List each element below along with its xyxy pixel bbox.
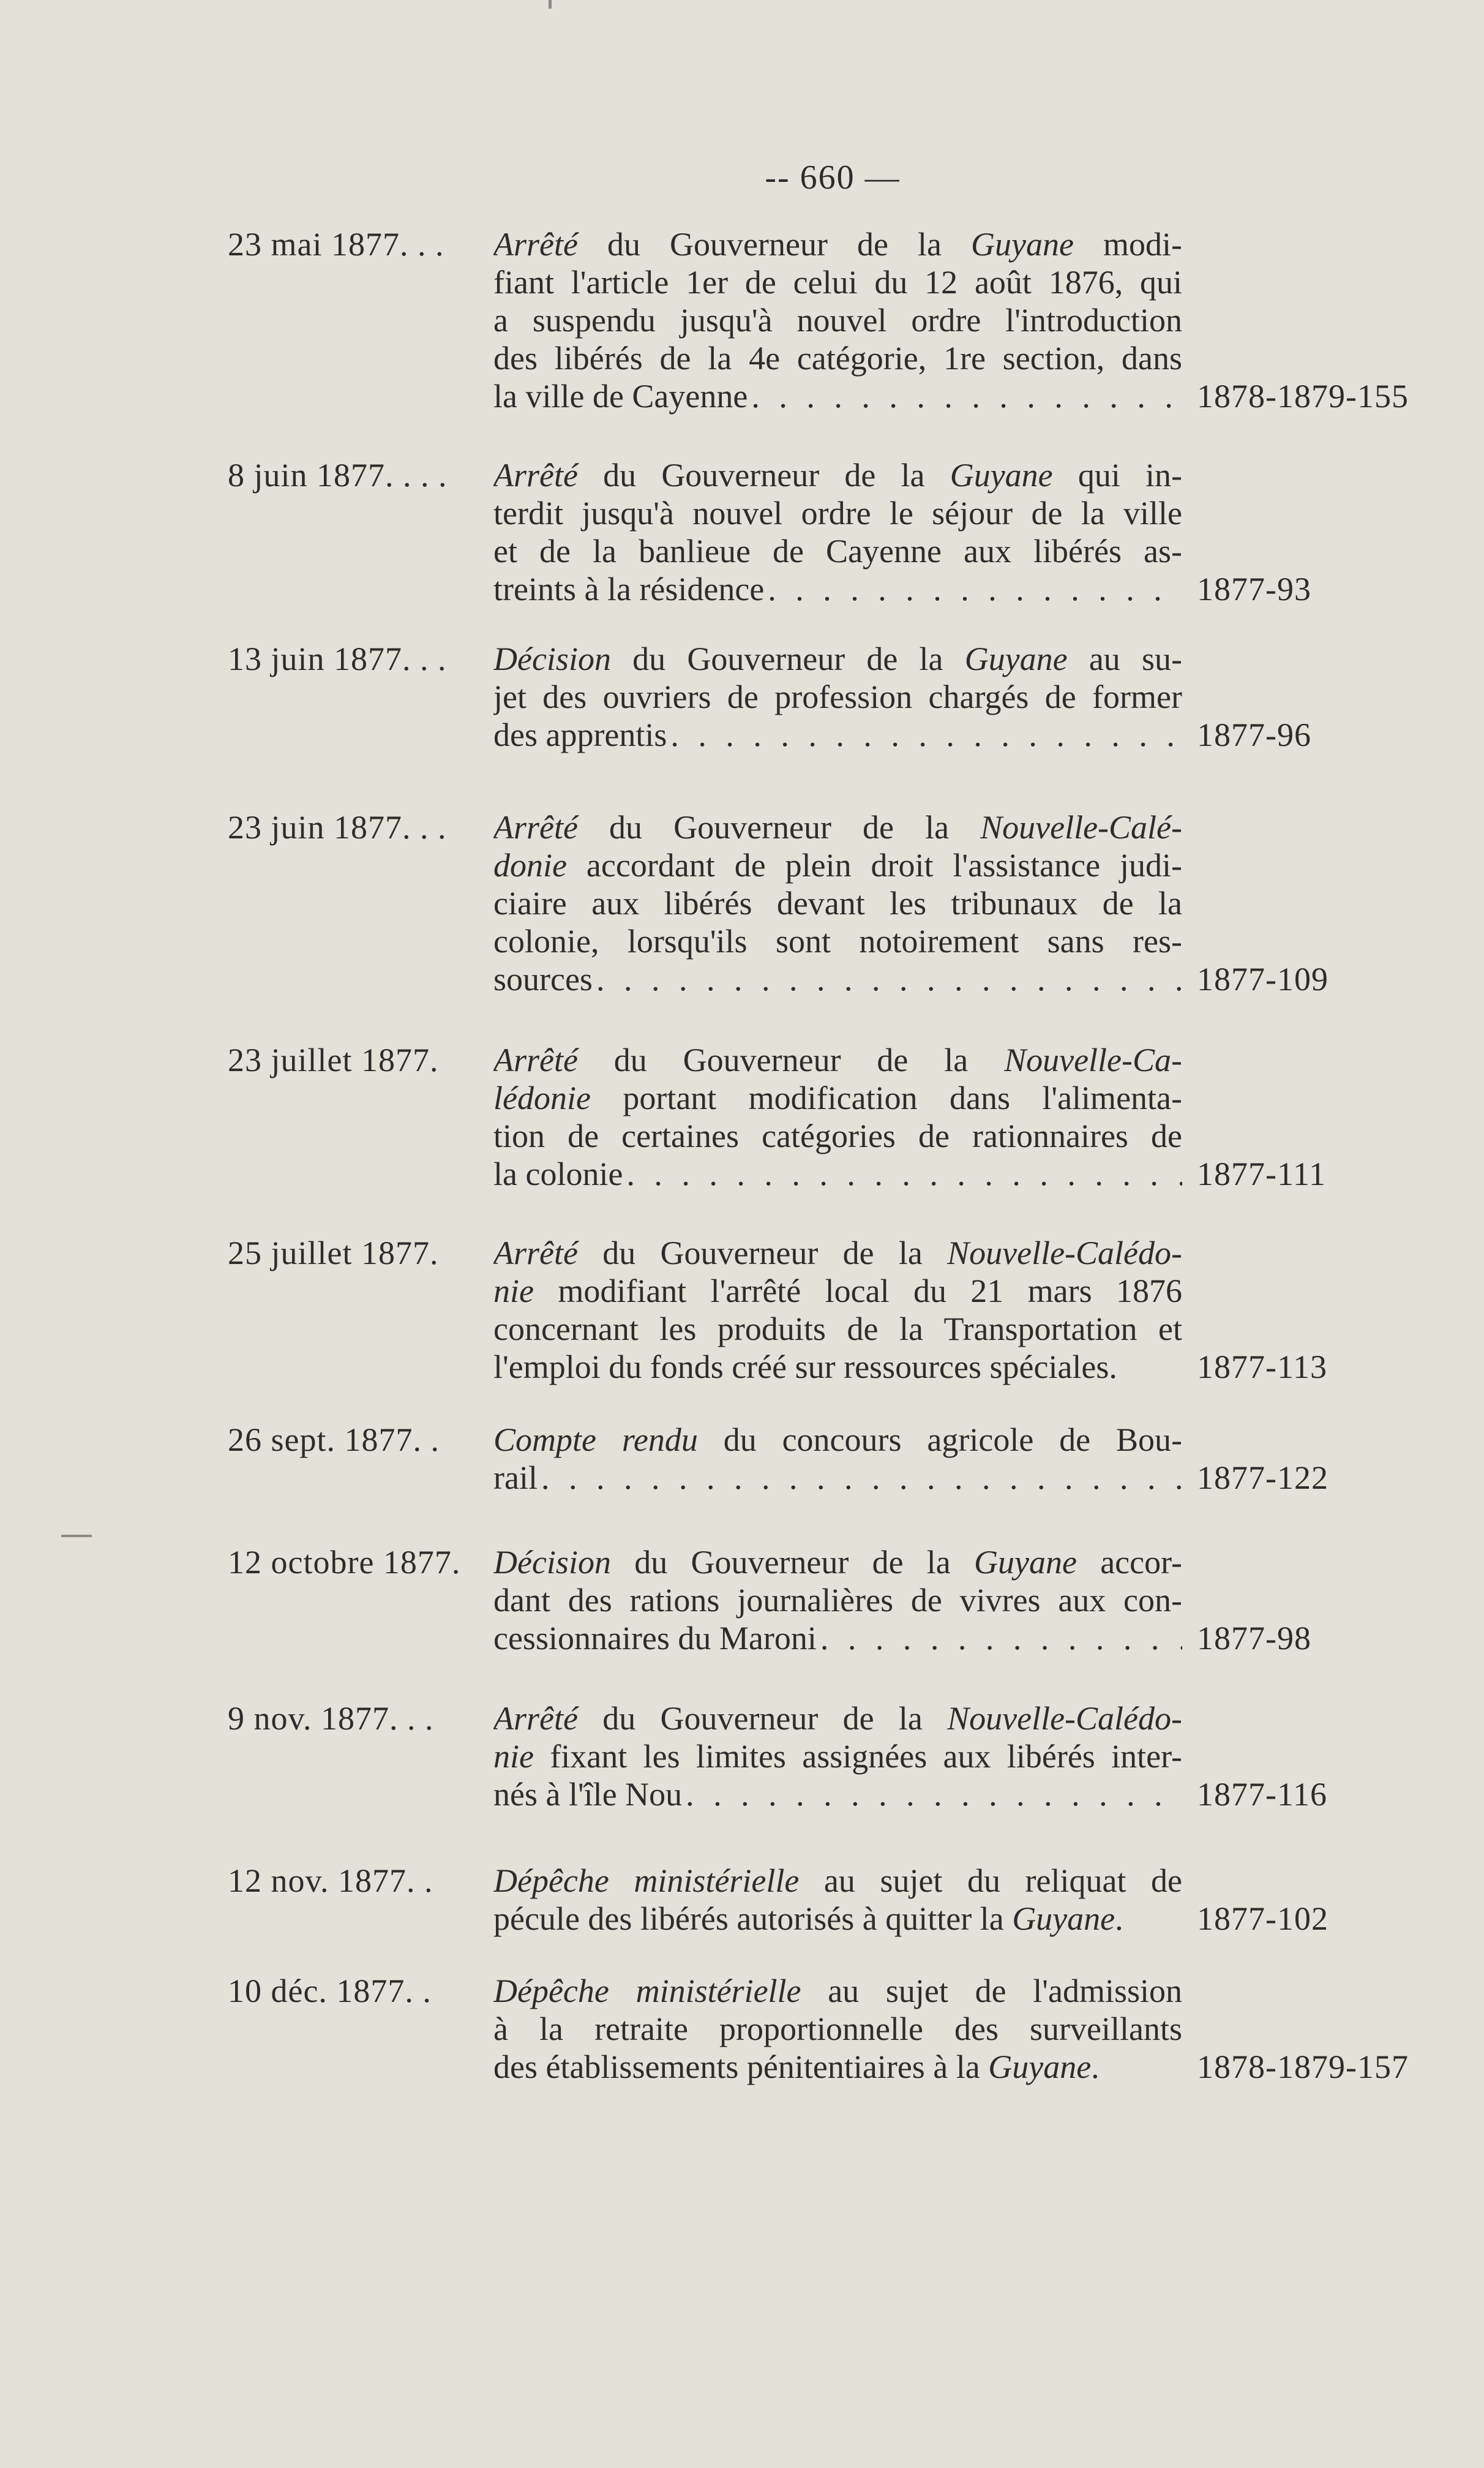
- entry-date: 26 sept. 1877. .: [228, 1421, 440, 1458]
- entry-description: [493, 1041, 1182, 1193]
- entry-description: [493, 1972, 1182, 2086]
- text-run: treints à la résidence: [493, 571, 765, 608]
- description-line: [493, 1900, 1182, 1938]
- text-run: Arrêté: [493, 1042, 578, 1078]
- description-line: [493, 1117, 1182, 1155]
- text-run: du Gouverneur de la: [577, 1042, 1005, 1078]
- description-line: [493, 377, 1182, 415]
- text-run: du Gouverneur de la: [577, 1235, 948, 1271]
- text-run: dant des rations journalières de vivres aux con-: [493, 1582, 1182, 1619]
- scan-speck: [549, 0, 552, 9]
- description-line: [493, 1079, 1182, 1117]
- text-run: Arrêté: [493, 809, 578, 846]
- text-run: la ville de Cayenne: [493, 378, 748, 415]
- text-run: fiant l'article 1er de celui du 12 août 1876, qui: [493, 264, 1182, 301]
- entry-reference: 1877-93: [1197, 571, 1311, 608]
- entry-reference: 1878-1879-157: [1197, 2049, 1409, 2085]
- entry-date: 8 juin 1877. . . .: [228, 457, 448, 494]
- description-line: [493, 1775, 1182, 1813]
- leader-dots: [820, 1619, 1182, 1657]
- entry-date: 23 juillet 1877.: [228, 1042, 439, 1078]
- text-run: du Gouverneur de la: [610, 1544, 975, 1581]
- leader-dots: [626, 1155, 1182, 1193]
- text-run: .: [1091, 2049, 1100, 2085]
- entry-description: [493, 1699, 1182, 1813]
- text-run: Nouvelle-Calé-: [980, 809, 1182, 846]
- text-run: au su-: [1067, 641, 1182, 677]
- text-run: accor-: [1076, 1544, 1182, 1581]
- entry-description: [493, 808, 1182, 998]
- text-run: lédonie: [493, 1080, 591, 1116]
- leader-dots: [768, 570, 1182, 608]
- description-line: [493, 1041, 1182, 1079]
- text-run: du Gouverneur de la: [577, 809, 981, 846]
- text-run: Décision: [493, 641, 611, 677]
- description-line: [493, 640, 1182, 678]
- entry-date: 9 nov. 1877. . .: [228, 1700, 434, 1737]
- text-run: nie: [493, 1738, 534, 1775]
- text-run: Compte rendu: [493, 1421, 698, 1458]
- entry-date: 12 octobre 1877.: [228, 1544, 461, 1581]
- text-run: nie: [493, 1273, 534, 1309]
- entry-reference: 1877-113: [1197, 1349, 1327, 1385]
- entry-date: 25 juillet 1877.: [228, 1235, 439, 1271]
- description-line: [493, 884, 1182, 922]
- scan-speck: [61, 1535, 92, 1537]
- description-line: [493, 263, 1182, 301]
- description-line: [493, 301, 1182, 339]
- description-line: [493, 339, 1182, 377]
- entry-description: [493, 1421, 1182, 1497]
- description-line: [493, 1543, 1182, 1581]
- description-line: [493, 1155, 1182, 1193]
- description-line: [493, 1699, 1182, 1737]
- description-line: [493, 678, 1182, 716]
- text-run: .: [1115, 1900, 1123, 1937]
- description-line: [493, 494, 1182, 532]
- page-number: -- 660 —: [765, 159, 901, 197]
- description-line: [493, 532, 1182, 570]
- description-line: [493, 1234, 1182, 1272]
- entry-description: [493, 1862, 1182, 1938]
- description-line: [493, 1421, 1182, 1459]
- text-run: Décision: [493, 1544, 611, 1581]
- text-run: Guyane: [988, 2049, 1092, 2085]
- text-run: des libérés de la 4e catégorie, 1re section, dans: [493, 340, 1182, 377]
- text-run: ciaire aux libérés devant les tribunaux de la: [493, 885, 1182, 922]
- text-run: jet des ouvriers de profession chargés de former: [493, 679, 1182, 715]
- description-line: [493, 1348, 1182, 1386]
- entry-reference: 1877-122: [1197, 1459, 1328, 1496]
- text-run: du Gouverneur de la: [577, 1700, 948, 1737]
- text-run: du Gouverneur de la: [577, 457, 950, 494]
- entry-description: [493, 456, 1182, 608]
- leader-dots: [596, 960, 1182, 998]
- text-run: fixant les limites assignées aux libérés inter-: [533, 1738, 1182, 1775]
- entry-reference: 1877-102: [1197, 1900, 1328, 1937]
- text-run: à la retraite proportionnelle des surveillants: [493, 2011, 1182, 2047]
- text-run: cessionnaires du Maroni: [493, 1620, 817, 1657]
- leader-dots: [751, 377, 1182, 415]
- entry-description: [493, 640, 1182, 754]
- text-run: Guyane: [1012, 1900, 1115, 1937]
- description-line: [493, 960, 1182, 998]
- text-run: colonie, lorsqu'ils sont notoirement sans res-: [493, 923, 1182, 960]
- text-run: pécule des libérés autorisés à quitter la: [493, 1900, 1013, 1937]
- leader-dots: [670, 716, 1182, 754]
- text-run: Nouvelle-Ca-: [1004, 1042, 1182, 1078]
- entry-date: 23 mai 1877. . .: [228, 226, 444, 263]
- text-run: sources: [493, 961, 593, 998]
- entry-reference: 1877-111: [1197, 1156, 1326, 1192]
- description-line: [493, 1972, 1182, 2010]
- description-line: [493, 2048, 1182, 2086]
- text-run: qui in-: [1052, 457, 1182, 494]
- description-line: [493, 846, 1182, 884]
- description-line: [493, 1272, 1182, 1310]
- entry-reference: 1878-1879-155: [1197, 378, 1409, 415]
- text-run: du Gouverneur de la: [577, 226, 972, 263]
- description-line: [493, 922, 1182, 960]
- text-run: modi-: [1073, 226, 1182, 263]
- description-line: [493, 2010, 1182, 2048]
- text-run: accordant de plein droit l'assistance judi-: [566, 847, 1182, 884]
- text-run: Guyane: [971, 226, 1074, 263]
- leader-dots: [541, 1459, 1182, 1497]
- entry-description: [493, 225, 1182, 415]
- text-run: Arrêté: [493, 1235, 578, 1271]
- text-run: tion de certaines catégories de rationnaires de: [493, 1118, 1182, 1154]
- description-line: [493, 808, 1182, 846]
- description-line: [493, 225, 1182, 263]
- text-run: portant modification dans l'alimenta-: [590, 1080, 1182, 1116]
- text-run: au sujet du reliquat de: [799, 1862, 1182, 1899]
- description-line: [493, 1310, 1182, 1348]
- entry-date: 12 nov. 1877. .: [228, 1862, 433, 1899]
- text-run: Nouvelle-Calédo-: [947, 1235, 1182, 1271]
- text-run: et de la banlieue de Cayenne aux libérés as-: [493, 533, 1182, 570]
- entry-date: 10 déc. 1877. .: [228, 1973, 432, 2009]
- entry-description: [493, 1234, 1182, 1386]
- text-run: Guyane: [950, 457, 1053, 494]
- entry-date: 23 juin 1877. . .: [228, 809, 447, 846]
- entry-reference: 1877-109: [1197, 961, 1328, 998]
- description-line: [493, 716, 1182, 754]
- text-run: du Gouverneur de la: [610, 641, 965, 677]
- entry-date: 13 juin 1877. . .: [228, 641, 447, 677]
- text-run: Arrêté: [493, 226, 578, 263]
- text-run: concernant les produits de la Transportation et: [493, 1311, 1182, 1347]
- text-run: Guyane: [964, 641, 1068, 677]
- text-run: a suspendu jusqu'à nouvel ordre l'introduction: [493, 302, 1182, 339]
- description-line: [493, 1459, 1182, 1497]
- text-run: Dépêche ministérielle: [493, 1973, 801, 2009]
- text-run: modifiant l'arrêté local du 21 mars 1876: [533, 1273, 1182, 1309]
- entry-reference: 1877-116: [1197, 1776, 1327, 1813]
- description-line: [493, 456, 1182, 494]
- text-run: l'emploi du fonds créé sur ressources spéciales.: [493, 1349, 1117, 1385]
- entry-reference: 1877-96: [1197, 717, 1311, 753]
- text-run: Arrêté: [493, 1700, 578, 1737]
- text-run: des établissements pénitentiaires à la: [493, 2049, 989, 2085]
- description-line: [493, 1737, 1182, 1775]
- text-run: la colonie: [493, 1156, 623, 1192]
- text-run: nés à l'île Nou: [493, 1776, 683, 1813]
- text-run: Dépêche ministérielle: [493, 1862, 800, 1899]
- text-run: au sujet de l'admission: [801, 1973, 1182, 2009]
- description-line: [493, 1581, 1182, 1619]
- entry-reference: 1877-98: [1197, 1620, 1311, 1657]
- description-line: [493, 570, 1182, 608]
- description-line: [493, 1862, 1182, 1900]
- text-run: du concours agricole de Bou-: [697, 1421, 1182, 1458]
- text-run: donie: [493, 847, 567, 884]
- text-run: Nouvelle-Calédo-: [947, 1700, 1182, 1737]
- text-run: terdit jusqu'à nouvel ordre le séjour de la ville: [493, 495, 1182, 532]
- entry-description: [493, 1543, 1182, 1657]
- text-run: Arrêté: [493, 457, 578, 494]
- text-run: rail: [493, 1459, 538, 1496]
- leader-dots: [686, 1775, 1182, 1813]
- description-line: [493, 1619, 1182, 1657]
- text-run: Guyane: [974, 1544, 1077, 1581]
- text-run: des apprentis: [493, 717, 667, 753]
